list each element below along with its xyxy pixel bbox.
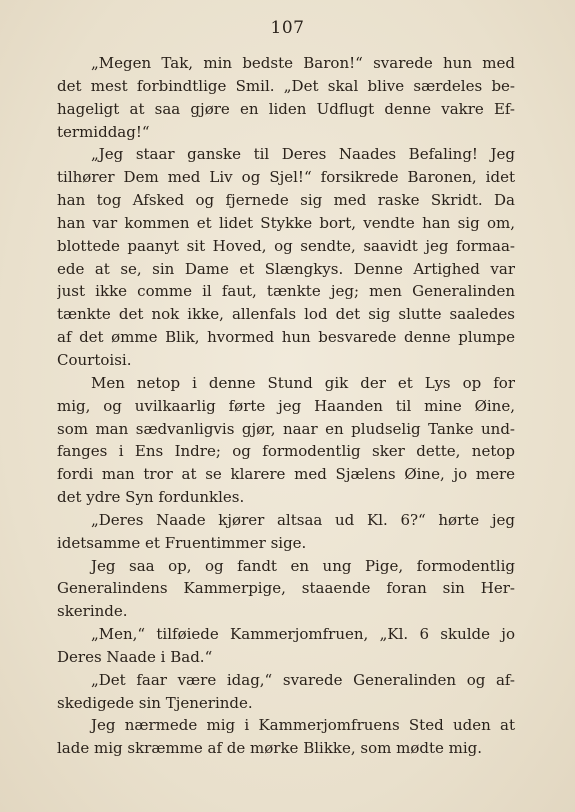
- text-line: „Det faar være idag,“ svarede Generalinden og af-: [91, 670, 515, 689]
- text-line: Jeg saa op, og fandt en ung Pige, formodentlig: [91, 556, 515, 575]
- text-line: Deres Naade i Bad.“: [57, 647, 213, 666]
- text-line: blottede paanyt sit Hoved, og sendte, saavidt jeg formaa-: [57, 236, 515, 255]
- page-number: 107: [270, 18, 305, 38]
- text-line: det mest forbindtlige Smil. „Det skal blive særdeles be-: [57, 76, 515, 95]
- text-line: tilhører Dem med Liv og Sjel!“ forsikrede Baronen, idet: [57, 168, 515, 187]
- text-line: Jeg nærmede mig i Kammerjomfruens Sted uden at: [91, 716, 515, 735]
- text-line: termiddag!“: [57, 122, 150, 141]
- text-line: det ydre Syn fordunkles.: [57, 488, 245, 507]
- text-line: Generalindens Kammerpige, staaende foran sin Her-: [57, 579, 515, 598]
- text-line: af det ømme Blik, hvormed hun besvarede denne plumpe: [57, 328, 515, 347]
- text-line: hageligt at saa gjøre en liden Udflugt denne vakre Ef-: [57, 99, 515, 118]
- text-line: han tog Afsked og fjernede sig med raske Skridt. Da: [57, 191, 515, 210]
- text-line: som man sædvanligvis gjør, naar en pludselig Tanke und-: [57, 419, 515, 438]
- text-line: skerinde.: [57, 602, 128, 621]
- text-line: fordi man tror at se klarere med Sjælens Øine, jo mere: [57, 465, 515, 484]
- text-line: just ikke comme il faut, tænkte jeg; men Generalinden: [57, 282, 515, 301]
- body-text: [57, 52, 515, 760]
- text-line: Courtoisi.: [57, 350, 132, 369]
- text-line: lade mig skræmme af de mørke Blikke, som mødte mig.: [57, 739, 483, 758]
- text-line: mig, og uvilkaarlig førte jeg Haanden til mine Øine,: [57, 396, 515, 415]
- text-line: Men netop i denne Stund gik der et Lys op for: [91, 373, 515, 392]
- text-line: tænkte det nok ikke, allenfals lod det sig slutte saaledes: [57, 305, 515, 324]
- text-line: „Deres Naade kjører altsaa ud Kl. 6?“ hørte jeg: [91, 510, 515, 529]
- text-line: „Men,“ tilføiede Kammerjomfruen, „Kl. 6 skulde jo: [91, 625, 515, 644]
- text-line: „Jeg staar ganske til Deres Naades Befaling! Jeg: [91, 145, 515, 164]
- text-line: „Megen Tak, min bedste Baron!“ svarede hun med: [91, 54, 515, 72]
- text-line: idetsamme et Fruentimmer sige.: [57, 533, 307, 552]
- text-line: fanges i Ens Indre; og formodentlig sker dette, netop: [57, 442, 515, 461]
- text-line: ede at se, sin Dame et Slængkys. Denne Artighed var: [57, 259, 515, 278]
- text-line: skedigede sin Tjenerinde.: [57, 693, 253, 712]
- text-line: han var kommen et lidet Stykke bort, vendte han sig om,: [57, 213, 515, 232]
